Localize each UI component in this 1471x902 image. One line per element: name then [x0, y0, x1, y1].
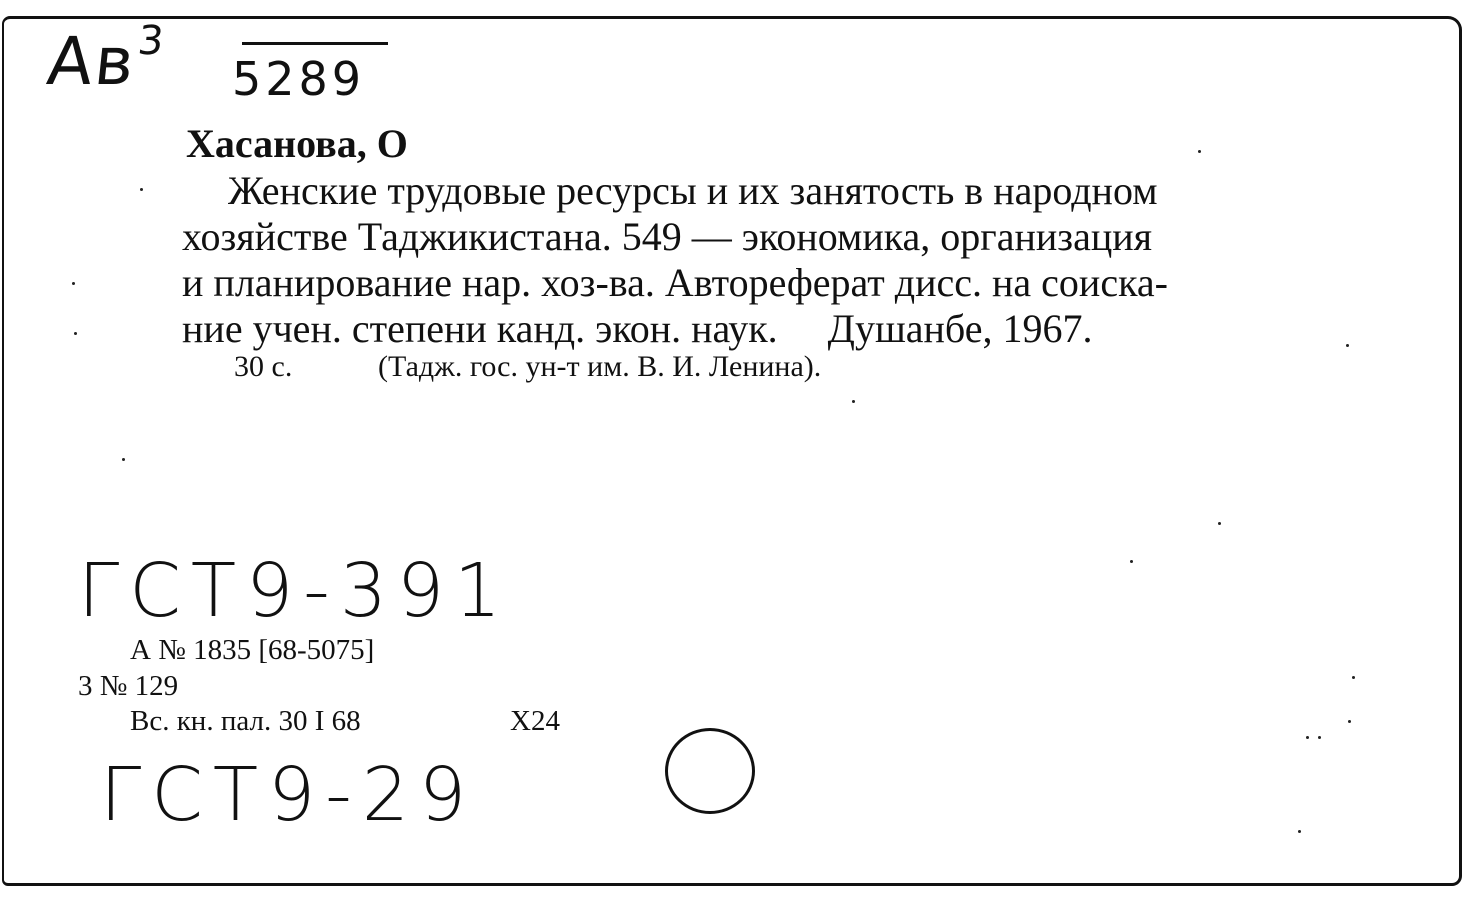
scan-speck — [74, 332, 77, 335]
description-line-1: Женские трудовые ресурсы и их занятость в народном — [228, 168, 1158, 213]
scan-speck — [1198, 150, 1201, 153]
publisher-note: (Тадж. гос. ун-т им. В. И. Ленина). — [378, 350, 822, 383]
scan-speck — [72, 282, 75, 285]
shelf-mark-superscript: 3 — [135, 18, 168, 64]
scan-speck — [1352, 676, 1355, 679]
scan-speck — [1348, 720, 1351, 723]
accession-line-3: Вс. кн. пал. 30 I 68 — [130, 705, 361, 737]
description-line-3: и планирование нар. хоз-ва. Автореферат дисс. на соиска- — [182, 260, 1168, 305]
punch-hole-circle — [665, 728, 755, 814]
scan-speck — [1218, 522, 1221, 525]
handwritten-code-2: ГСТ9-29 — [100, 752, 477, 838]
scan-speck — [1318, 736, 1321, 739]
handwritten-catalog-number: 5289 — [232, 52, 366, 106]
author-name: Хасанова, О — [186, 121, 408, 166]
scan-speck — [1298, 830, 1301, 833]
scan-speck — [140, 188, 143, 191]
overline-rule — [242, 42, 388, 45]
accession-line-2: 3 № 129 — [78, 670, 179, 702]
scan-speck — [122, 458, 125, 461]
page-count: 30 с. — [234, 350, 293, 383]
description-line-2: хозяйстве Таджикистана. 549 — экономика, организация — [182, 214, 1153, 259]
scan-speck — [1130, 560, 1133, 563]
scan-speck — [1306, 736, 1309, 739]
scan-speck — [1346, 344, 1349, 347]
scan-speck — [852, 400, 855, 403]
accession-line-1: А № 1835 [68-5075] — [130, 634, 375, 666]
description-line-4: ние учен. степени канд. экон. наук. Душанбе, 1967. — [182, 306, 1093, 351]
handwritten-code-1: ГСТ9-391 — [78, 548, 512, 634]
handwritten-shelf-mark: $Ав^3$ — [43, 18, 168, 100]
format-code: X24 — [510, 705, 560, 737]
